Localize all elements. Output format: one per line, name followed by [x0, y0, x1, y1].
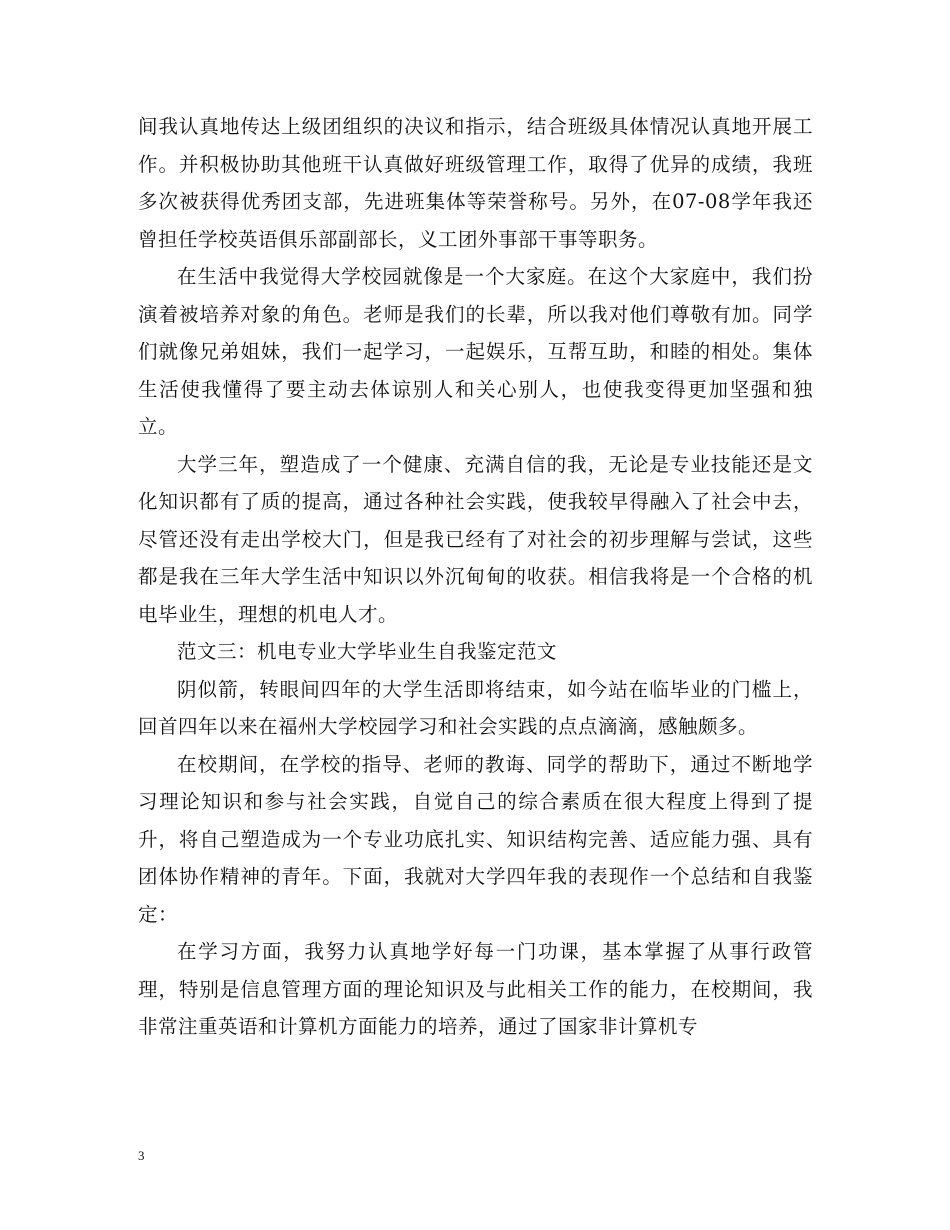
paragraph-continuation: 间我认真地传达上级团组织的决议和指示，结合班级具体情况认真地开展工作。并积极协助其他班干认真做好班级管理工作，取得了优异的成绩，我班多次被获得优秀团支部，先进班集体等荣誉称号。另外，在07-08学年我还曾担任学校英语俱乐部副部长，义工团外事部干事等职务。 [138, 115, 813, 251]
paragraph-intro: 阴似箭，转眼间四年的大学生活即将结束，如今站在临毕业的门槛上，回首四年以来在福州大学校园学习和社会实践的点点滴滴，感触颇多。 [138, 677, 813, 738]
page-number: 3 [138, 1148, 145, 1163]
paragraph-school-period: 在校期间，在学校的指导、老师的教诲、同学的帮助下，通过不断地学习理论知识和参与社会实践，自觉自己的综合素质在很大程度上得到了提升，将自己塑造成为一个专业功底扎实、知识结构完善、适应能力强、具有团体协作精神的青年。下面，我就对大学四年我的表现作一个总结和自我鉴定： [138, 752, 813, 926]
paragraph-campus-life: 在生活中我觉得大学校园就像是一个大家庭。在这个大家庭中，我们扮演着被培养对象的角色。老师是我们的长辈，所以我对他们尊敬有加。同学们就像兄弟姐妹，我们一起学习，一起娱乐，互帮互助，和睦的相处。集体生活使我懂得了要主动去体谅别人和关心别人，也使我变得更加坚强和独立。 [138, 265, 813, 438]
document-body [138, 108, 813, 1046]
paragraph-three-years: 大学三年，塑造成了一个健康、充满自信的我，无论是专业技能还是文化知识都有了质的提高，通过各种社会实践，使我较早得融入了社会中去，尽管还没有走出学校大门，但是我已经有了对社会的初步理解与尝试，这些都是我在三年大学生活中知识以外沉甸甸的收获。相信我将是一个合格的机电毕业生，理想的机电人才。 [138, 452, 813, 626]
section-heading: 范文三：机电专业大学毕业生自我鉴定范文 [177, 640, 558, 663]
paragraph-study: 在学习方面，我努力认真地学好每一门功课，基本掌握了从事行政管理，特别是信息管理方面的理论知识及与此相关工作的能力，在校期间，我非常注重英语和计算机方面能力的培养，通过了国家非计算机专 [138, 940, 813, 1038]
